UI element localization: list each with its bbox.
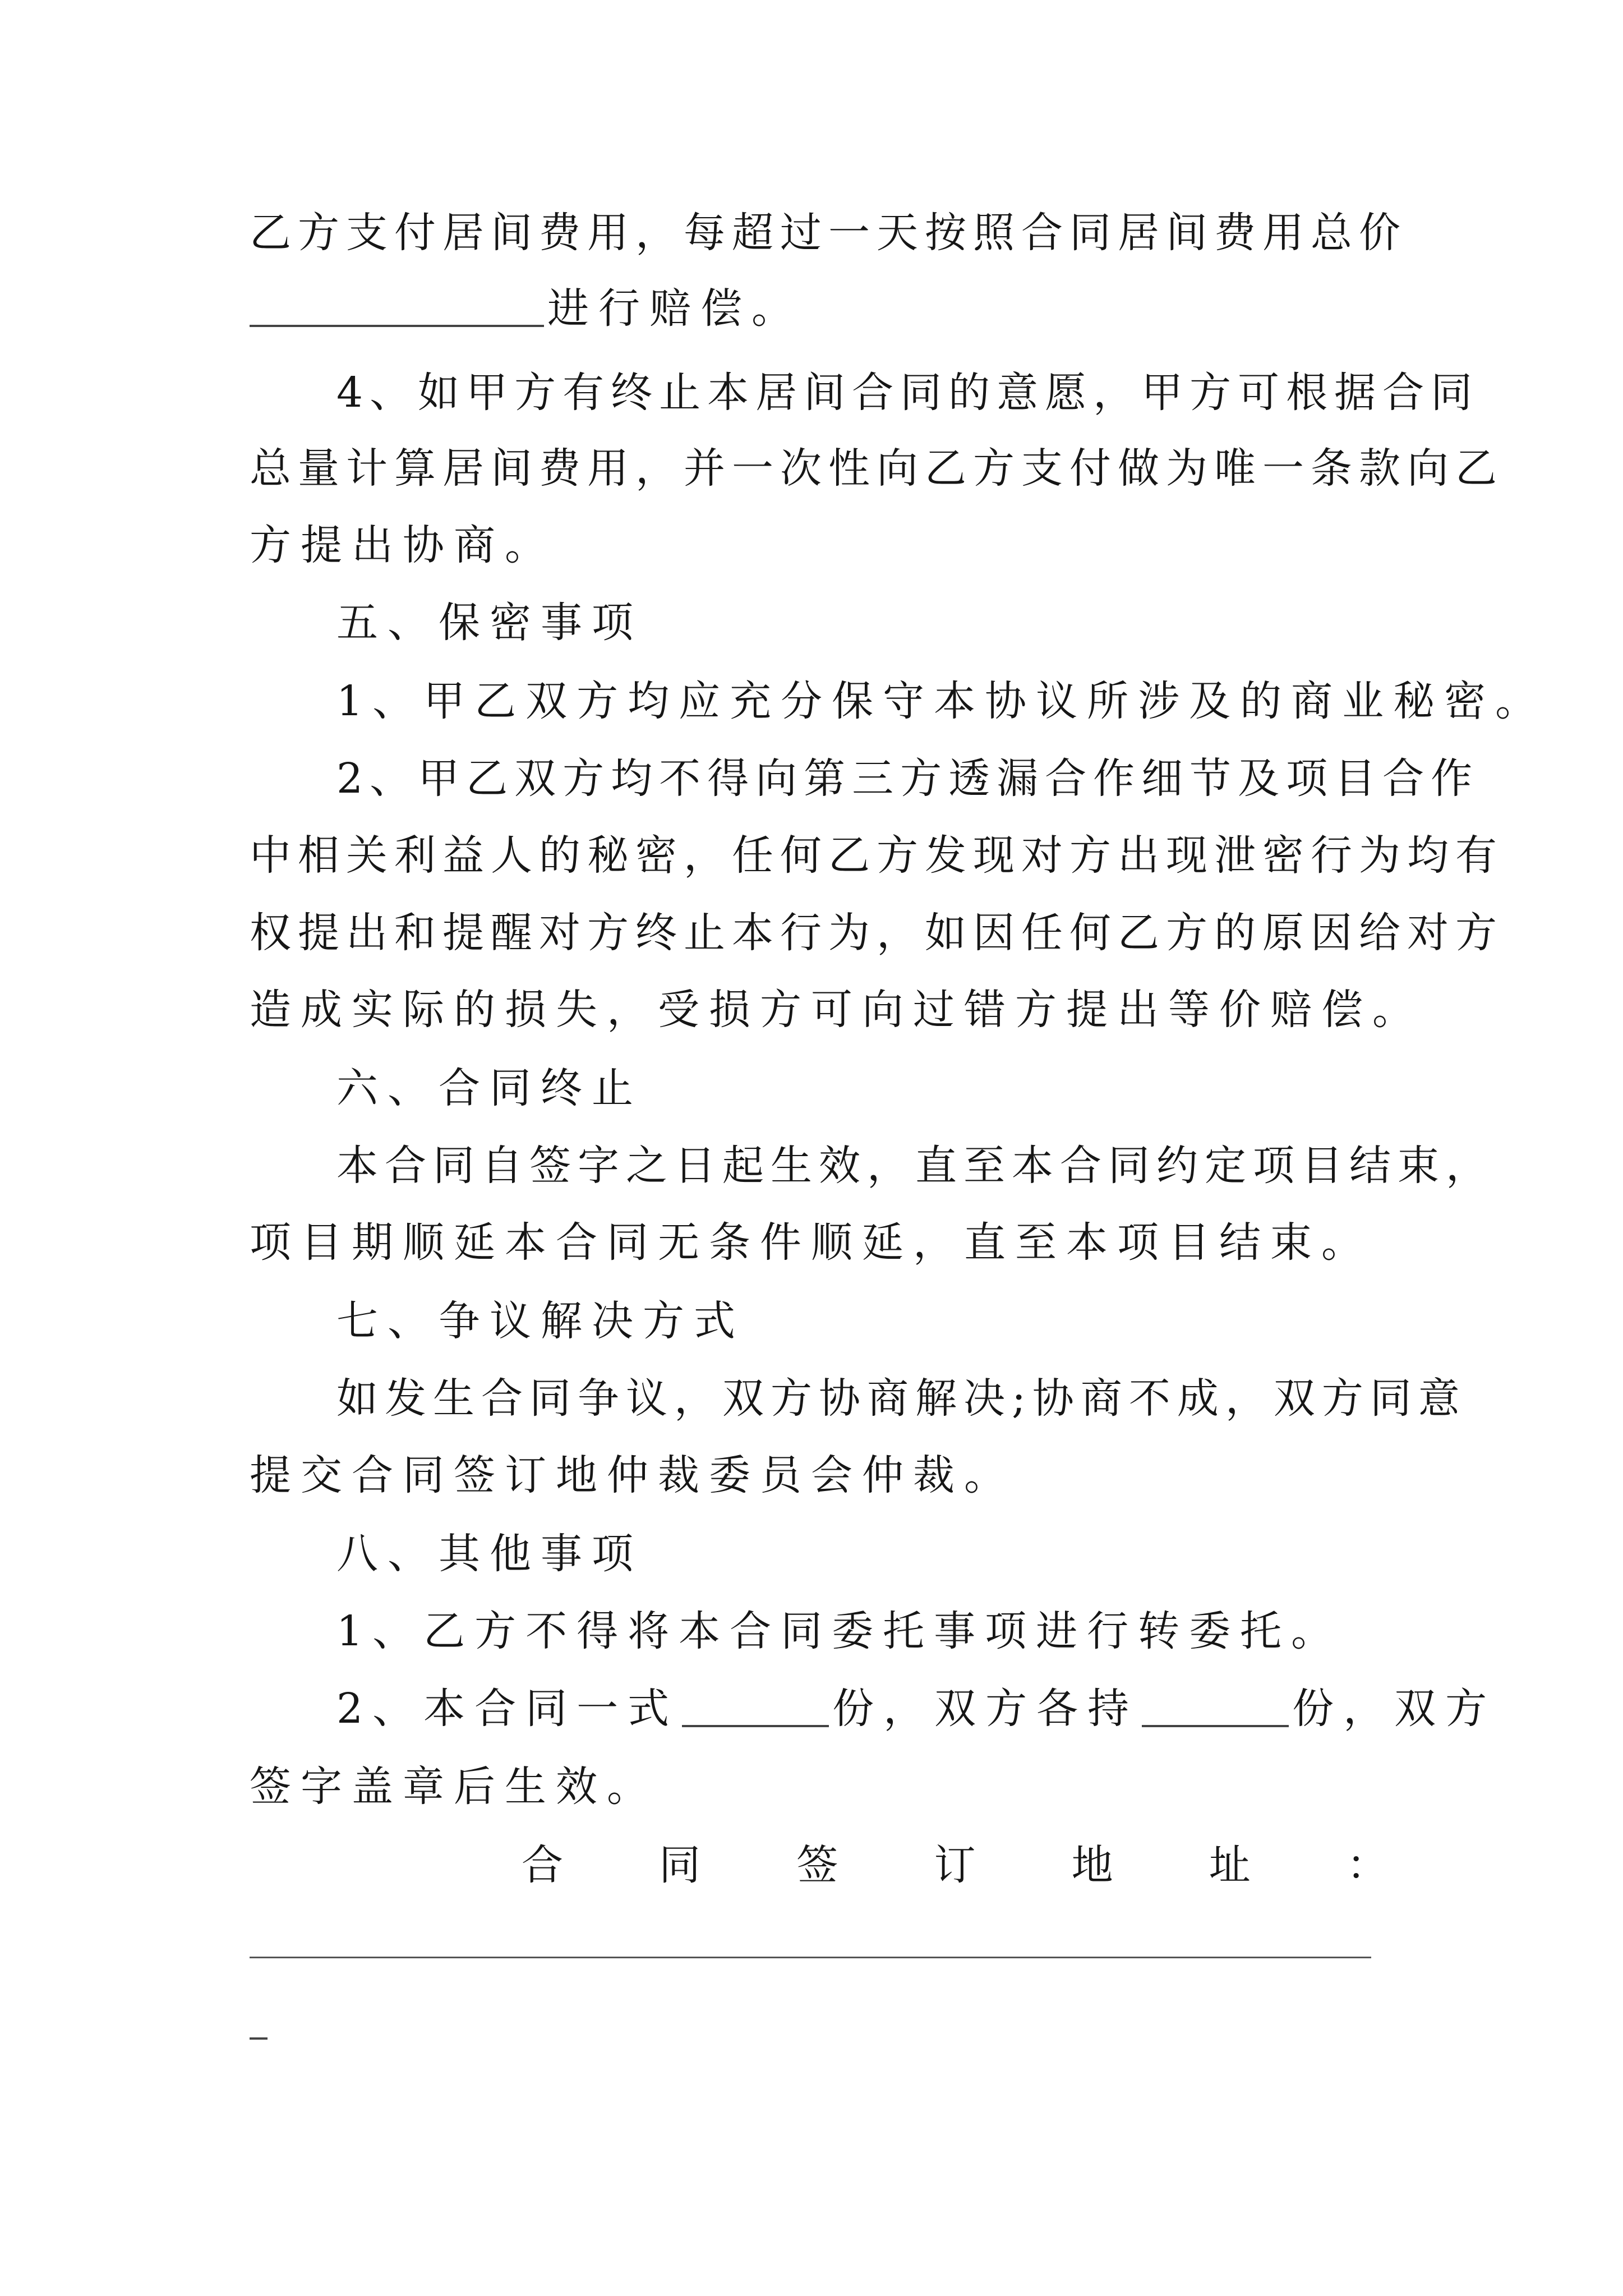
paragraph-text: 进行赔偿。: [547, 284, 803, 333]
address-fill-line-tail: [250, 2037, 268, 2040]
paragraph-line: 本合同自签字之日起生效，直至本合同约定项目结束，: [336, 1142, 1494, 1190]
section-heading: 七、争议解决方式: [336, 1297, 745, 1345]
paragraph-line: [250, 275, 1388, 342]
paragraph-line: 1、乙方不得将本合同委托事项进行转委托。: [336, 1607, 1343, 1655]
each-party-copies-blank[interactable]: [1142, 1681, 1289, 1727]
address-char: 同: [659, 1841, 701, 1889]
paragraph-line: 乙方支付居间费用，每超过一天按照合同居间费用总价: [250, 209, 1407, 257]
total-copies-blank[interactable]: [682, 1681, 829, 1727]
copies-line: [336, 1675, 1497, 1742]
paragraph-line: 权提出和提醒对方终止本行为，如因任何乙方的原因给对方: [250, 909, 1504, 957]
paragraph-text: 份，双方: [1292, 1685, 1497, 1733]
paragraph-line: 中相关利益人的秘密，任何乙方发现对方出现泄密行为均有: [250, 831, 1504, 880]
address-char: 合: [522, 1841, 563, 1889]
paragraph-line: 总量计算居间费用，并一次性向乙方支付做为唯一条款向乙: [250, 444, 1504, 493]
section-heading: 六、合同终止: [336, 1064, 643, 1112]
address-char: ：: [1346, 1841, 1388, 1889]
paragraph-line: 提交合同签订地仲裁委员会仲裁。: [250, 1451, 1015, 1499]
address-char: 地: [1071, 1841, 1113, 1889]
paragraph-line: 2、甲乙双方均不得向第三方透漏合作细节及项目合作: [336, 754, 1479, 803]
paragraph-line: 签字盖章后生效。: [250, 1763, 658, 1811]
paragraph-line: 造成实际的损失，受损方可向过错方提出等价赔偿。: [250, 986, 1423, 1034]
paragraph-line: 项目期顺延本合同无条件顺延，直至本项目结束。: [250, 1218, 1372, 1267]
address-char: 签: [796, 1841, 838, 1889]
section-heading: 八、其他事项: [336, 1530, 643, 1578]
paragraph-line: 如发生合同争议，双方协商解决;协商不成，双方同意: [336, 1374, 1467, 1423]
address-char: 订: [934, 1841, 976, 1889]
paragraph-text: 2、本合同一式: [336, 1685, 679, 1733]
fill-in-blank[interactable]: [250, 281, 544, 327]
paragraph-line: 1、甲乙双方均应充分保守本协议所涉及的商业秘密。: [336, 677, 1547, 725]
paragraph-line: 方提出协商。: [250, 521, 556, 569]
address-fill-line[interactable]: [250, 1957, 1371, 1958]
paragraph-text: 份，双方各持: [832, 1685, 1139, 1733]
section-heading: 五、保密事项: [336, 599, 643, 647]
paragraph-line: 4、如甲方有终止本居间合同的意愿，甲方可根据合同: [336, 369, 1479, 417]
address-char: 址: [1209, 1841, 1251, 1889]
contract-address-label: [522, 1832, 1388, 1899]
